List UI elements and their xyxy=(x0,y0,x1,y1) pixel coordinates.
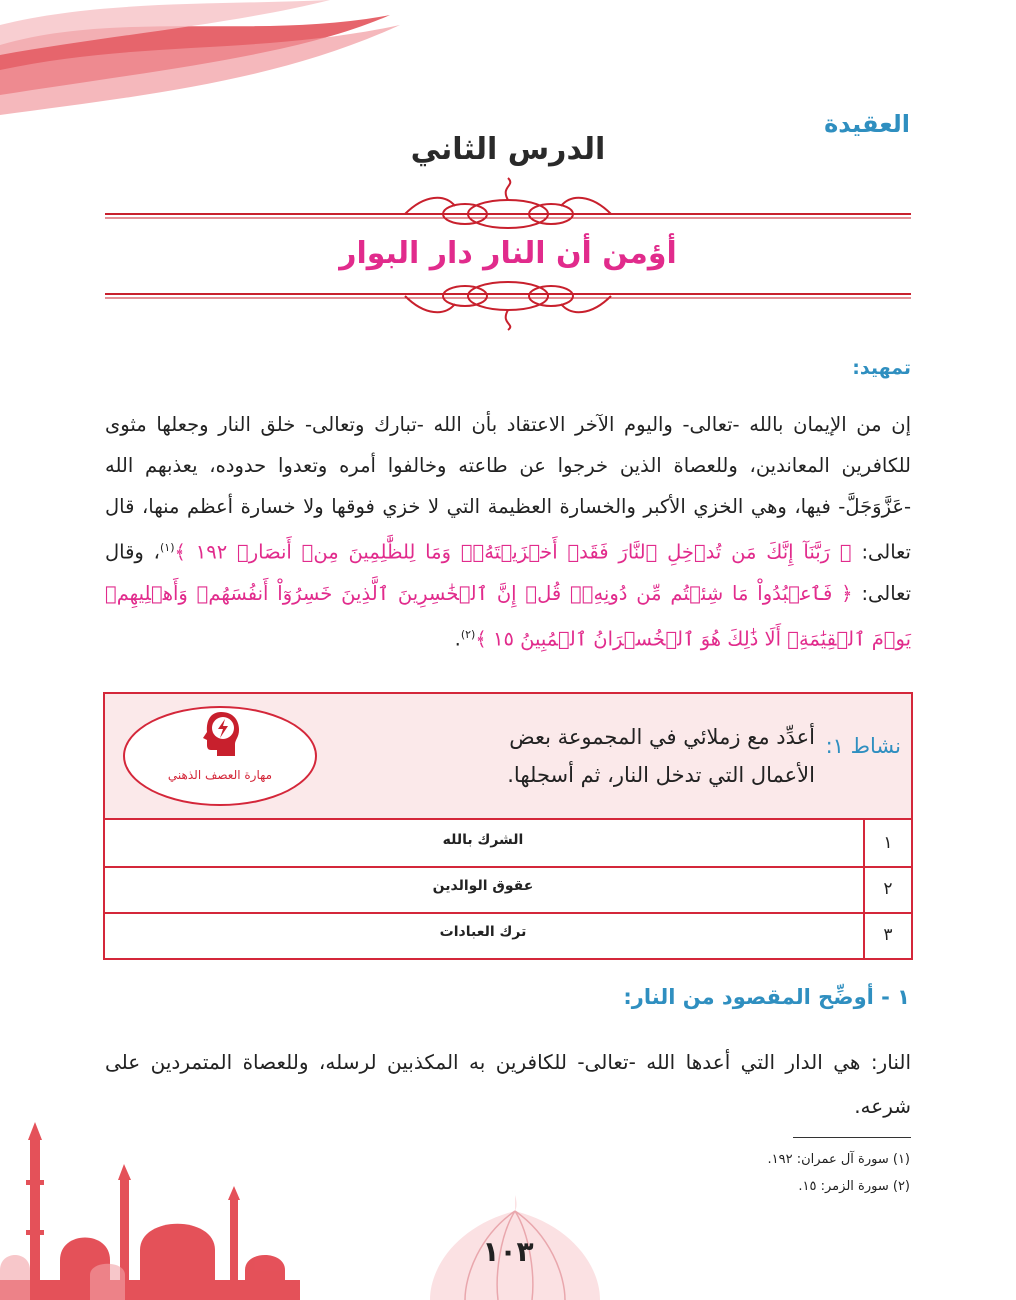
row-value: ترك العبادات xyxy=(439,924,527,940)
ornament-divider-top xyxy=(105,176,911,236)
brainstorm-head-icon xyxy=(201,710,241,758)
footnote-2: (٢) سورة الزمر: ١٥. xyxy=(798,1179,910,1194)
mosque-skyline-decoration xyxy=(0,1120,300,1300)
footnote-ref-2: (٢) xyxy=(460,627,476,641)
page-number: ١٠٣ xyxy=(482,1235,534,1268)
verse-al-imran: ﴿ رَبَّنَآ إِنَّكَ مَن تُدۡخِلِ ٱلنَّارَ فَقَدۡ أَخۡزَيۡتَهُۥۖ وَمَا لِلظَّٰلِمِينَ مِنۡ أَنصَارٖ ١٩٢ ﴾ xyxy=(174,540,852,564)
row-number: ١ xyxy=(863,820,911,866)
activity-row xyxy=(105,912,911,958)
footnote-rule xyxy=(793,1137,911,1138)
skill-label: مهارة العصف الذهني xyxy=(167,768,273,782)
activity-row xyxy=(105,820,911,868)
intro-heading: تمهيد: xyxy=(852,357,911,379)
activity-label: نشاط ١: xyxy=(825,734,901,758)
footnote-1: (١) سورة آل عمران: ١٩٢. xyxy=(767,1152,910,1167)
activity-row xyxy=(105,866,911,914)
skill-badge xyxy=(123,706,317,806)
ornament-divider-bottom xyxy=(105,272,911,332)
activity-box xyxy=(103,692,913,960)
activity-header xyxy=(105,694,911,820)
intro-text-3: . xyxy=(454,627,461,650)
intro-text-1: إن من الإيمان بالله -تعالى- واليوم الآخر الاعتقاد بأن الله -تبارك وتعالى- خلق النار وجعلها مثوى للكافرين المعاندين، وللعصاة الذين خرجوا عن طاعته وخالفوا أمره وتعدوا حدوده، يعذبهم الله -عَزَّوَجَلَّ- فيها، وهي الخزي الأكبر والخسارة العظيمة التي لا خزي فوقها ولا خسارة أعظم منها، قال تعالى: xyxy=(105,413,911,564)
question-1-heading: ١ - أوضِّح المقصود من النار: xyxy=(623,985,910,1009)
footnote-ref-1: (١) xyxy=(159,541,175,554)
activity-instruction: أعدِّد مع زملائي في المجموعة بعض الأعمال التي تدخل النار، ثم أسجلها. xyxy=(507,725,815,787)
row-number: ٣ xyxy=(863,912,911,958)
intro-paragraph xyxy=(105,404,911,659)
lesson-title: أؤمن أن النار دار البوار xyxy=(339,236,677,271)
row-number: ٢ xyxy=(863,866,911,912)
intro-text-2: ، وقال تعالى: xyxy=(105,540,911,605)
verse-az-zumar: ﴿ فَٱعۡبُدُواْ مَا شِئۡتُم مِّن دُونِهِۦۗ قُلۡ إِنَّ ٱلۡخَٰسِرِينَ ٱلَّذِينَ خَسِرُوٓاْ أَنفُسَهُمۡ وَأَهۡلِيهِمۡ يَوۡمَ ٱلۡقِيَٰمَةِۗ أَلَا ذَٰلِكَ هُوَ ٱلۡخُسۡرَانُ ٱلۡمُبِينُ ١٥ ﴾ xyxy=(105,581,911,650)
lesson-number: الدرس الثاني xyxy=(410,132,606,167)
row-value: عقوق الوالدين xyxy=(432,878,534,894)
decorative-swoosh xyxy=(0,0,420,120)
subject-label: العقيدة xyxy=(824,110,910,138)
question-1-answer: النار: هي الدار التي أعدها الله -تعالى- للكافرين به المكذبين لرسله، وللعصاة المتمردين على شرعه. xyxy=(105,1050,911,1118)
row-value: الشرك بالله xyxy=(442,832,524,848)
